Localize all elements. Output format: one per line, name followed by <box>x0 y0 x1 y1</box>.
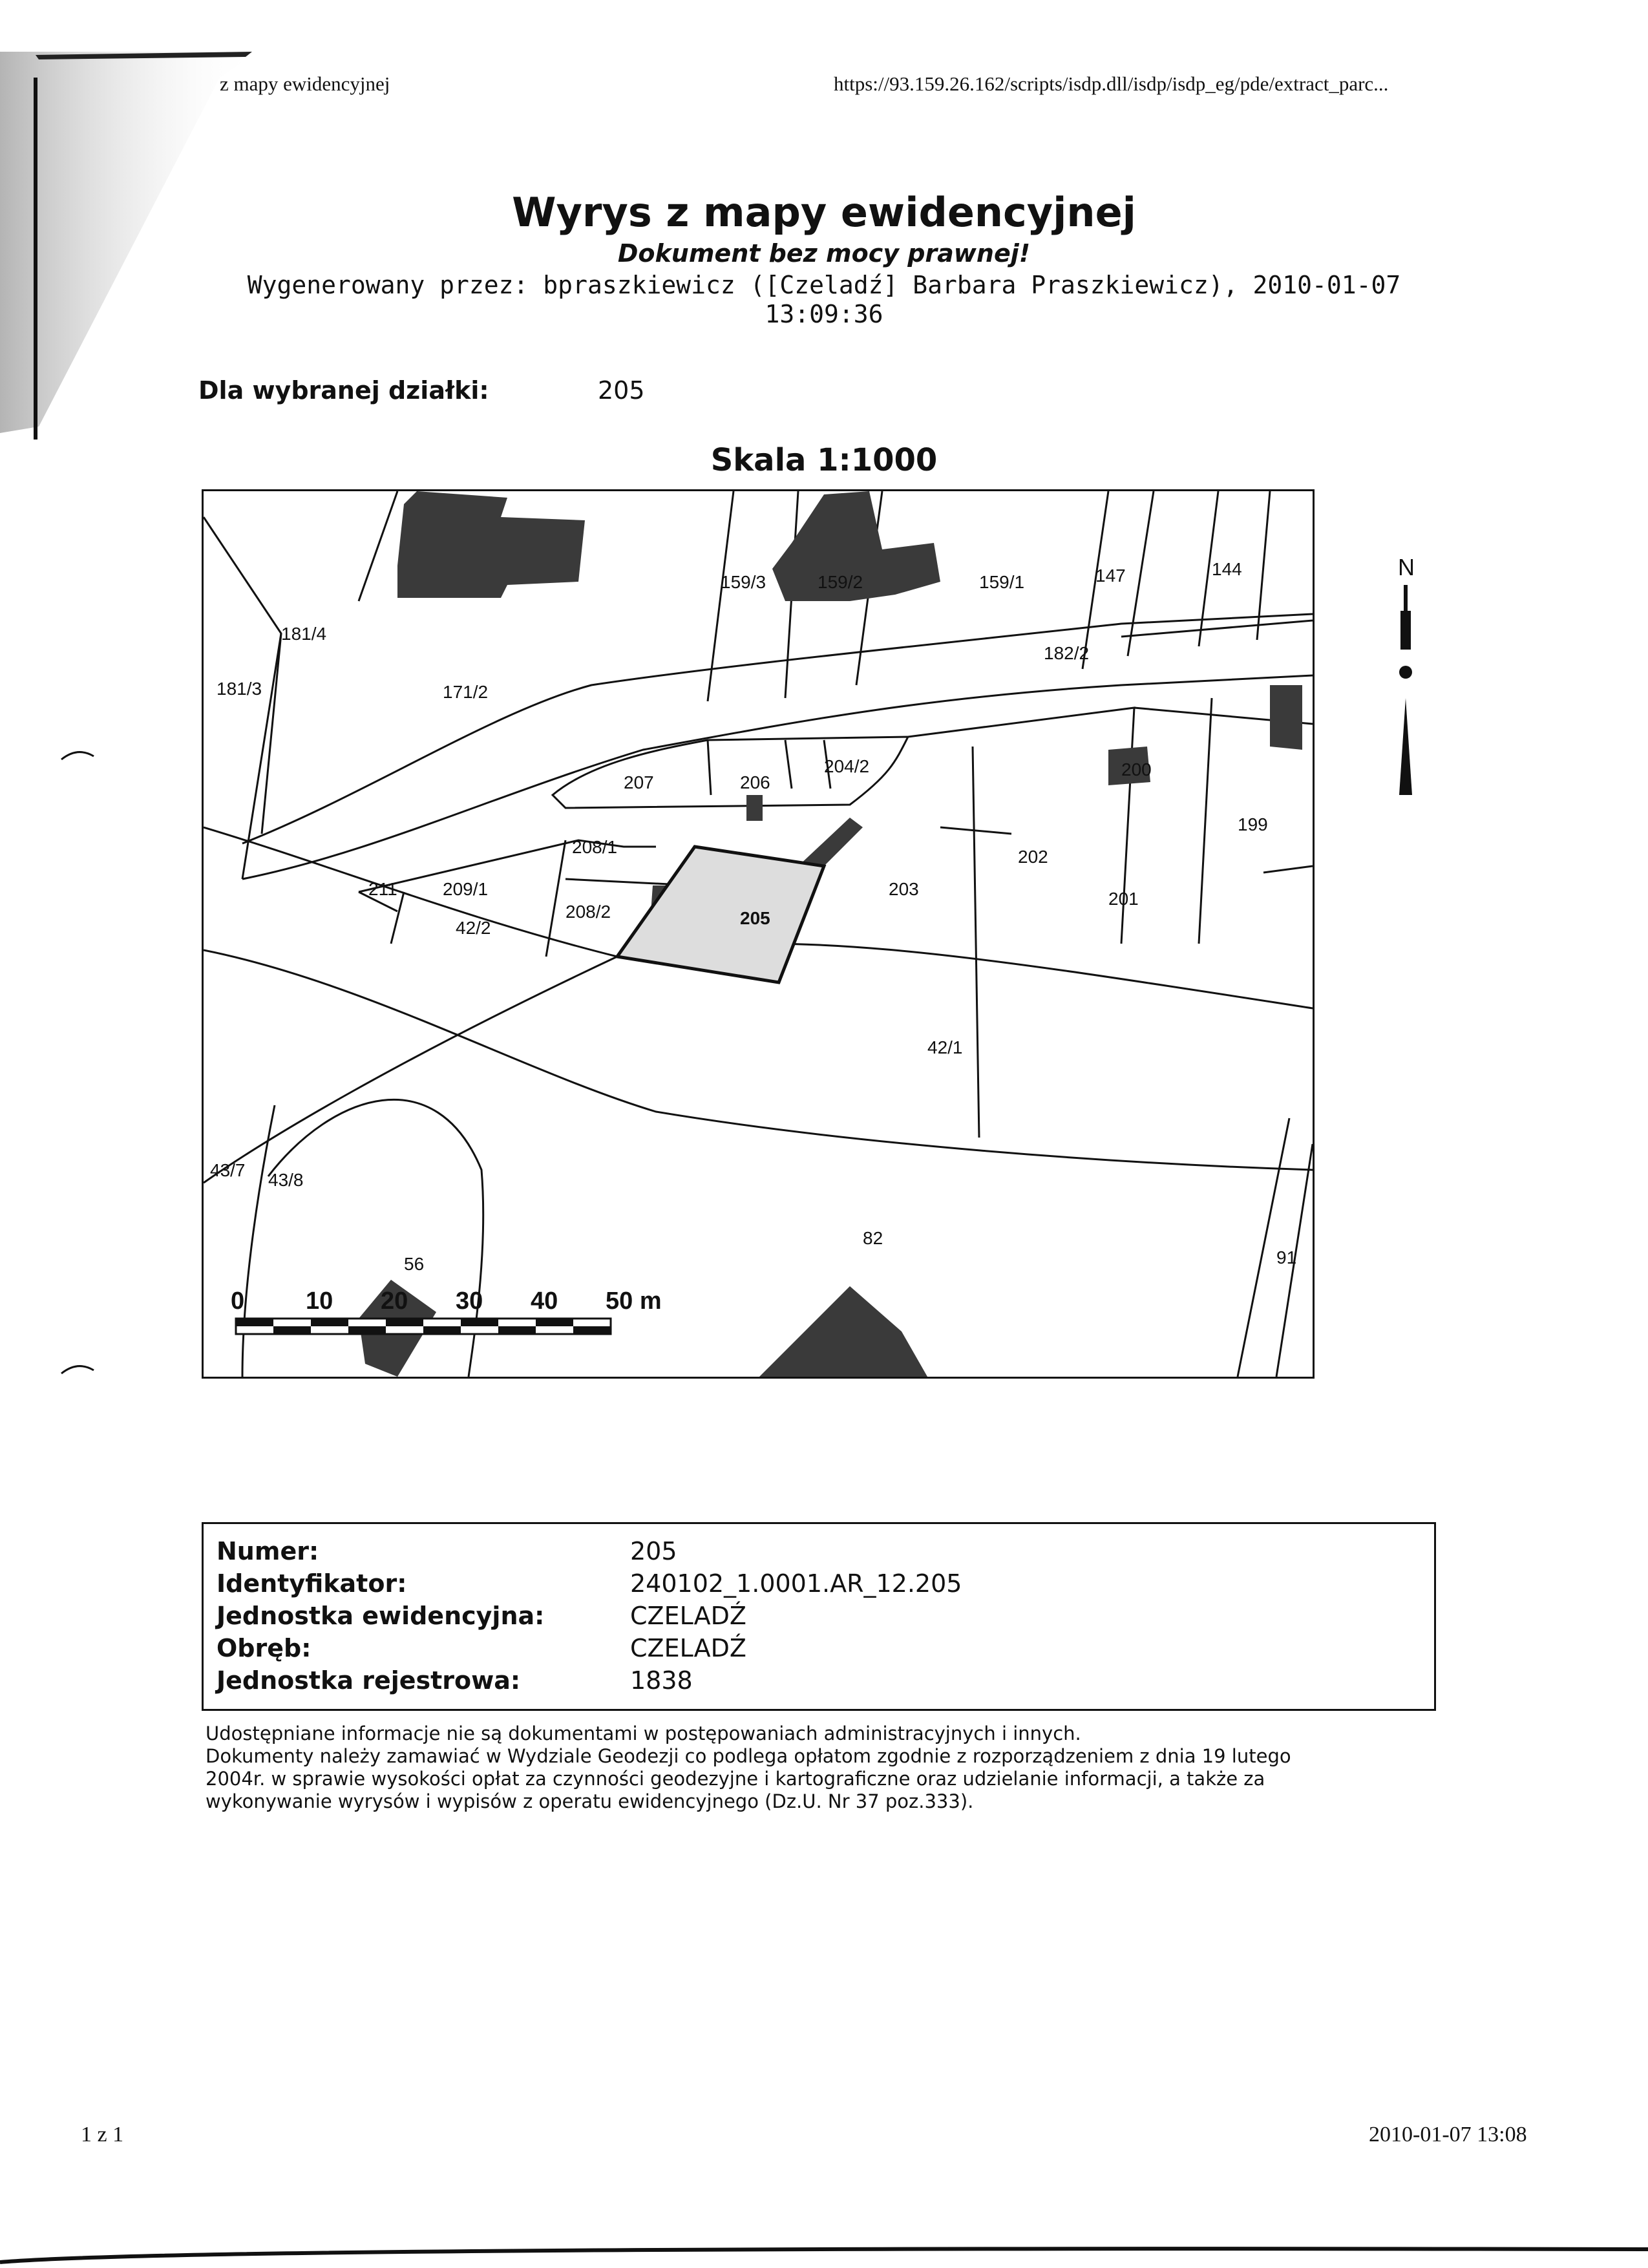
selected-parcel-label: Dla wybranej działki: <box>198 376 489 405</box>
north-label: N <box>1398 554 1415 580</box>
info-value: CZELADŹ <box>630 1602 746 1630</box>
parcel-label-42-2: 42/2 <box>456 918 491 938</box>
disclaimer-line: Dokumenty należy zamawiać w Wydziale Geodezji co podlega opłatom zgodnie z rozporządzeniem z dnia 19 lutego <box>206 1745 1291 1767</box>
scan-mark-1 <box>58 743 97 763</box>
parcel-label-205: 205 <box>740 908 770 928</box>
info-value: CZELADŹ <box>630 1634 746 1662</box>
parcel-label-208-2: 208/2 <box>565 902 611 922</box>
parcel-label-208-1: 208/1 <box>572 837 618 857</box>
scale-bar <box>236 1319 611 1334</box>
parcel-label-200: 200 <box>1121 759 1152 779</box>
scale-tick-label: 10 <box>306 1288 333 1315</box>
parcel-label-159-2: 159/2 <box>818 572 863 592</box>
generated-time-line: 13:09:36 <box>765 300 883 328</box>
document-title: Wyrys z mapy ewidencyjnej <box>512 189 1136 236</box>
parcel-label-181-4: 181/4 <box>281 624 327 644</box>
parcel-label-147: 147 <box>1095 566 1126 586</box>
map-scale-label: Skala 1:1000 <box>710 442 938 478</box>
parcel-label-43-7: 43/7 <box>210 1160 246 1180</box>
info-key: Jednostka ewidencyjna: <box>217 1602 545 1630</box>
disclaimer <box>206 1722 1446 1813</box>
parcel-label-171-2: 171/2 <box>443 682 489 702</box>
scale-tick-label: 30 <box>456 1288 483 1315</box>
info-key: Numer: <box>217 1537 319 1565</box>
parcel-label-207: 207 <box>624 772 654 792</box>
browser-page-title: z mapy ewidencyjnej <box>220 72 390 95</box>
info-value: 240102_1.0001.AR_12.205 <box>630 1569 962 1598</box>
info-value: 205 <box>630 1537 677 1565</box>
disclaimer-line: wykonywanie wyrysów i wypisów z operatu ewidencyjnego (Dz.U. Nr 37 poz.333). <box>206 1790 974 1812</box>
page-number: 1 z 1 <box>81 2123 124 2146</box>
selected-parcel-205 <box>617 847 824 982</box>
scan-mark-2 <box>58 1357 97 1377</box>
parcel-info-table <box>202 1522 1436 1711</box>
map-frame <box>202 489 1315 1379</box>
parcel-label-91: 91 <box>1276 1247 1297 1267</box>
scale-tick-label: 20 <box>381 1288 408 1315</box>
info-key: Identyfikator: <box>217 1569 407 1598</box>
info-key: Obręb: <box>217 1634 312 1662</box>
document-subtitle: Dokument bez mocy prawnej! <box>617 239 1031 268</box>
parcel-label-201: 201 <box>1108 889 1139 909</box>
scale-tick-label: 40 <box>531 1288 558 1315</box>
parcel-label-56: 56 <box>404 1254 425 1274</box>
parcel-label-159-1: 159/1 <box>979 572 1025 592</box>
parcel-label-206: 206 <box>740 772 770 792</box>
scan-bottom-edge <box>0 2243 1648 2268</box>
info-value: 1838 <box>630 1666 693 1695</box>
parcel-label-181-3: 181/3 <box>217 679 262 699</box>
parcel-label-203: 203 <box>889 879 919 899</box>
scale-tick-label: 50 m <box>606 1288 662 1315</box>
info-key: Jednostka rejestrowa: <box>217 1666 521 1695</box>
print-date: 2010-01-07 13:08 <box>1369 2123 1527 2146</box>
disclaimer-line: Udostępniane informacje nie są dokumentami w postępowaniach administracyjnych i innych. <box>206 1722 1081 1744</box>
cadastral-map <box>204 491 1313 1377</box>
parcel-label-42-1: 42/1 <box>927 1037 963 1057</box>
scale-tick-label: 0 <box>231 1288 245 1315</box>
generated-by-line: Wygenerowany przez: bpraszkiewicz ([Czeladź] Barbara Praszkiewicz), 2010-01-07 <box>247 271 1401 299</box>
parcel-label-144: 144 <box>1212 559 1242 579</box>
disclaimer-line: 2004r. w sprawie wysokości opłat za czynności geodezyjne i kartograficzne oraz udzielanie informacji, a także za <box>206 1768 1265 1790</box>
parcel-label-199: 199 <box>1238 814 1268 834</box>
parcel-label-159-3: 159/3 <box>721 572 766 592</box>
parcel-label-182-2: 182/2 <box>1044 643 1090 663</box>
parcel-label-43-8: 43/8 <box>268 1170 304 1190</box>
parcel-label-202: 202 <box>1018 847 1048 867</box>
parcel-label-209-1: 209/1 <box>443 879 489 899</box>
parcel-label-211: 211 <box>368 879 397 899</box>
north-arrow-icon <box>1373 549 1444 808</box>
parcel-label-204-2: 204/2 <box>824 756 870 776</box>
parcel-label-82: 82 <box>863 1228 883 1248</box>
selected-parcel-value: 205 <box>598 376 645 405</box>
browser-url: https://93.159.26.162/scripts/isdp.dll/isdp/isdp_eg/pde/extract_parc... <box>834 72 1389 95</box>
